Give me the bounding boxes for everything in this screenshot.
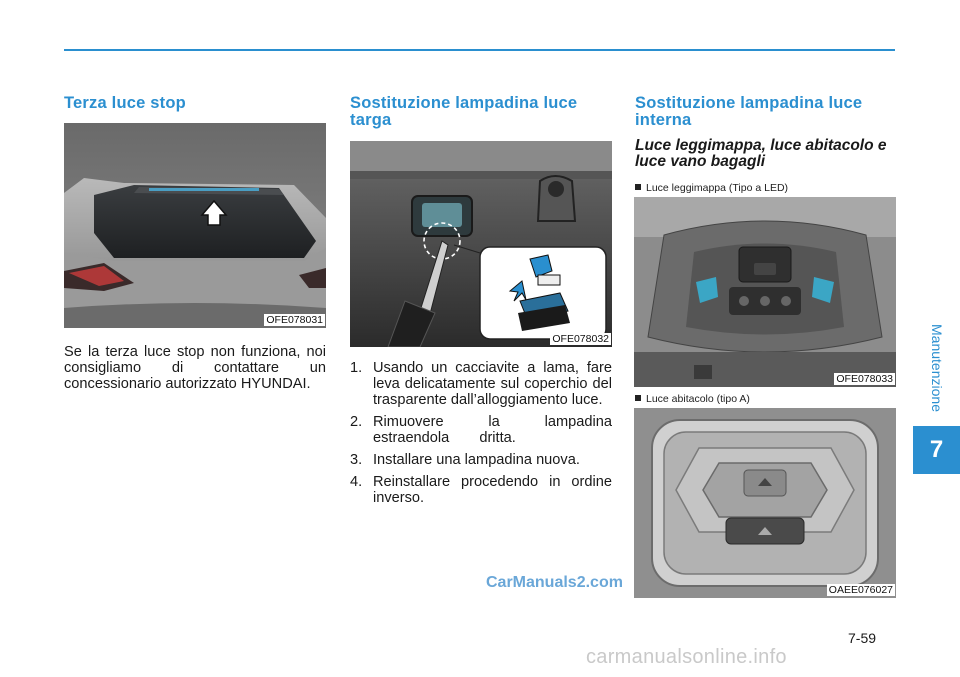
figure-license-plate-light xyxy=(350,141,612,347)
figure-code: OFE078032 xyxy=(552,333,609,345)
step-text: Usando un cacciavite a lama, fare leva delicatamente sul coperchio del trasparente dall’alloggiamento luce. xyxy=(373,360,612,408)
subheading-map-lamp: Luce leggimappa, luce abitacolo e luce vano bagagli xyxy=(635,137,887,170)
cabin-lamp-illustration xyxy=(634,408,896,598)
bullet-square-icon xyxy=(635,395,641,401)
caption-text: Luce leggimappa (Tipo a LED) xyxy=(646,182,789,194)
heading-terza-luce-stop: Terza luce stop xyxy=(64,94,186,112)
license-plate-illustration xyxy=(350,141,612,347)
caption-text: Luce abitacolo (tipo A) xyxy=(646,393,750,405)
watermark-top: CarManuals2.com xyxy=(486,574,623,591)
step-number: 3. xyxy=(350,452,363,468)
chapter-number-badge: 7 xyxy=(913,426,960,474)
page-number: 7-59 xyxy=(848,630,877,646)
list-item xyxy=(350,452,612,468)
step-number: 2. xyxy=(350,414,363,430)
step-text: Reinstallare procedendo in ordine inverso. xyxy=(373,474,612,506)
list-item xyxy=(350,474,612,506)
figure-third-brake-light xyxy=(64,123,326,328)
procedure-steps xyxy=(350,360,612,512)
heading-license-plate-bulb: Sostituzione lampadina luce targa xyxy=(350,94,578,129)
watermark-bottom: carmanualsonline.info xyxy=(586,646,787,668)
bullet-square-icon xyxy=(635,184,641,190)
body-text-third-brake-light: Se la terza luce stop non funziona, noi consigliamo di contattare un concessionario autorizzato HYUNDAI. xyxy=(64,344,326,392)
heading-interior-bulb: Sostituzione lampadina luce interna xyxy=(635,94,863,129)
chapter-label: Manutenzione xyxy=(929,324,945,412)
list-item xyxy=(350,414,612,446)
step-text: Installare una lampadina nuova. xyxy=(373,452,580,468)
figure-code: OFE078031 xyxy=(266,314,323,326)
caption-map-lamp xyxy=(635,182,788,194)
figure-code: OFE078033 xyxy=(836,373,893,385)
figure-cabin-lamp xyxy=(634,408,896,598)
map-lamp-illustration xyxy=(634,197,896,387)
header-rule xyxy=(64,49,895,51)
step-number: 1. xyxy=(350,360,363,376)
list-item xyxy=(350,360,612,408)
step-text: Rimuovere la lampadina estraendola dritta. xyxy=(373,414,612,446)
rear-car-illustration xyxy=(64,123,326,328)
figure-code: OAEE076027 xyxy=(828,584,893,596)
step-number: 4. xyxy=(350,474,363,490)
caption-cabin-lamp xyxy=(635,393,750,405)
figure-map-lamp xyxy=(634,197,896,387)
